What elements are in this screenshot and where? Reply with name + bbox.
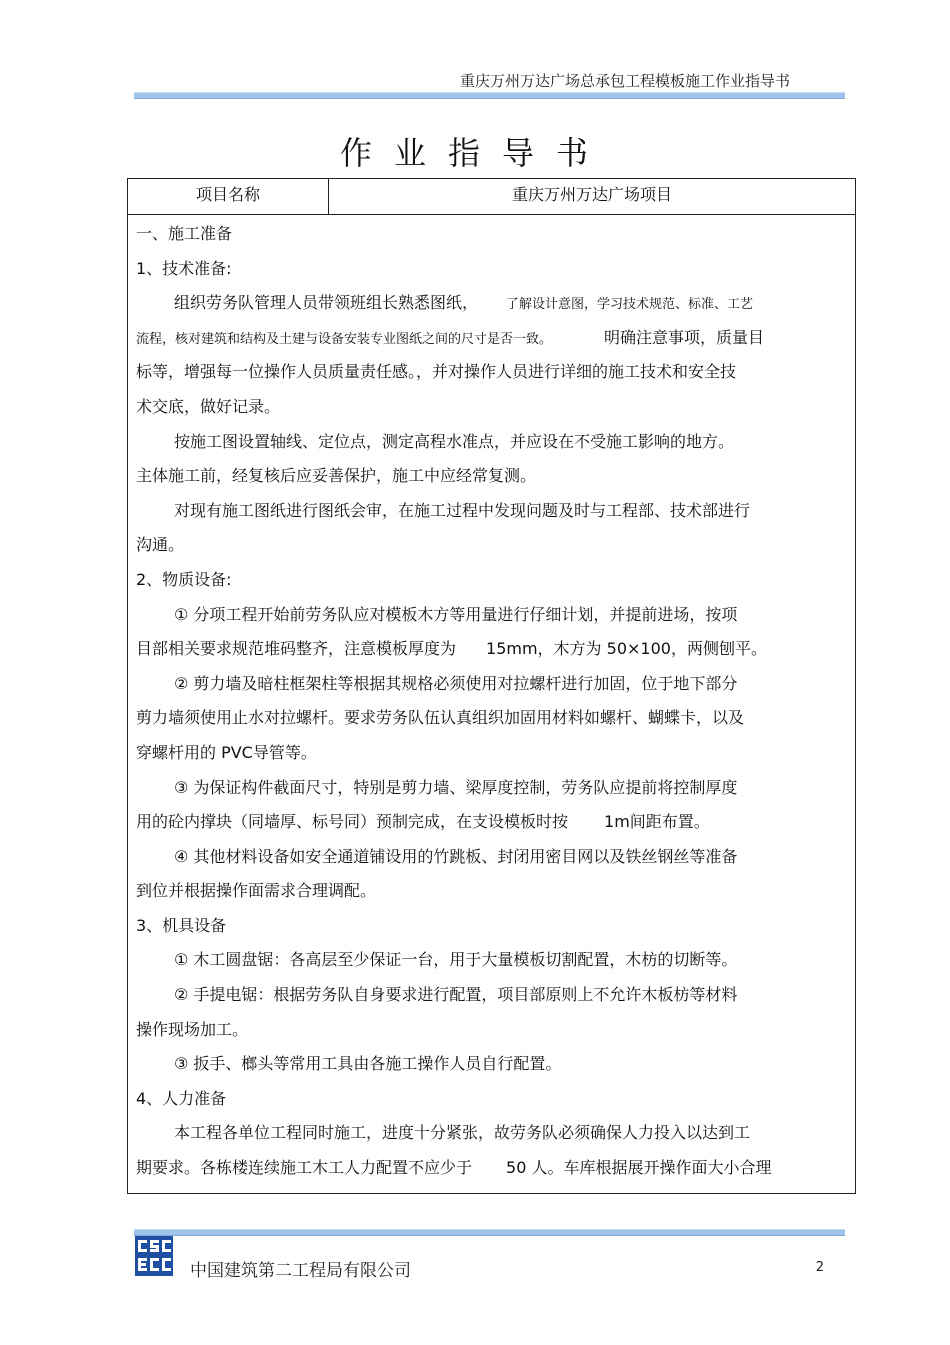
list-item: ③ 为保证构件截面尺寸，特别是剪力墙、梁厚度控制，劳务队应提前将控制厚度 bbox=[174, 777, 738, 797]
paragraph-line: 操作现场加工。 bbox=[136, 1019, 249, 1039]
page-number: 2 bbox=[815, 1260, 824, 1275]
project-name-value: 重庆万州万达广场项目 bbox=[511, 185, 672, 204]
cscec-logo-icon bbox=[135, 1236, 173, 1276]
text-span: 组织劳务队管理人员带领班组长熟悉图纸， bbox=[174, 293, 479, 313]
paragraph-line: 剪力墙须使用止水对拉螺杆。要求劳务队伍认真组织加固用材料如螺杆、蝴蝶卡，以及 bbox=[136, 708, 745, 728]
subsection-heading: 1、技术准备: bbox=[136, 258, 232, 278]
company-name: 中国建筑第二工程局有限公司 bbox=[190, 1261, 411, 1281]
list-item: ① 木工圆盘锯：各高层至少保证一台，用于大量模板切割配置，木枋的切断等。 bbox=[174, 950, 738, 970]
paragraph-line: 沟通。 bbox=[136, 535, 185, 555]
paragraph-line bbox=[136, 321, 851, 356]
document-title: 作业指导书 bbox=[339, 134, 610, 172]
list-item: ① 分项工程开始前劳务队应对模板木方等用量进行仔细计划，并提前进场，按项 bbox=[174, 604, 738, 624]
paragraph-line: 主体施工前，经复核后应妥善保护，施工中应经常复测。 bbox=[136, 466, 537, 486]
paragraph-line: 术交底，做好记录。 bbox=[136, 396, 281, 416]
list-item: ② 手提电锯：根据劳务队自身要求进行配置，项目部原则上不允许木板枋等材料 bbox=[174, 985, 738, 1005]
paragraph-line: 到位并根据操作面需求合理调配。 bbox=[136, 881, 377, 901]
text-span: 50 人。车库根据展开操作面大小合理 bbox=[506, 1158, 772, 1178]
footer-rule bbox=[134, 1229, 845, 1236]
paragraph-line: 穿螺杆用的 PVC导管等。 bbox=[136, 742, 317, 762]
subsection-heading: 2、物质设备: bbox=[136, 569, 232, 589]
text-span: 1m间距布置。 bbox=[604, 812, 710, 832]
header-rule bbox=[134, 92, 845, 99]
project-name-row bbox=[128, 179, 855, 215]
text-span: 用的砼内撑块（同墙厚、标号同）预制完成，在支设模板时按 bbox=[136, 812, 569, 832]
paragraph-line bbox=[136, 1151, 851, 1186]
body-content bbox=[136, 217, 851, 1186]
company-logo bbox=[135, 1236, 173, 1276]
subsection-heading: 3、机具设备 bbox=[136, 915, 227, 935]
text-span: 流程，核对建筑和结构及土建与设备安装专业图纸之间的尺寸是否一致。 bbox=[136, 331, 553, 347]
subsection-heading: 4、人力准备 bbox=[136, 1088, 227, 1108]
paragraph-line bbox=[136, 286, 851, 321]
instruction-table bbox=[127, 178, 856, 1194]
text-span: 期要求。各栋楼连续施工木工人力配置不应少于 bbox=[136, 1158, 473, 1178]
header-title: 重庆万州万达广场总承包工程模板施工作业指导书 bbox=[459, 72, 790, 90]
project-name-label: 项目名称 bbox=[128, 179, 329, 214]
text-span: 了解设计意图，学习技术规范、标准、工艺 bbox=[506, 297, 754, 313]
list-item: ③ 扳手、榔头等常用工具由各施工操作人员自行配置。 bbox=[174, 1054, 562, 1074]
paragraph-line: 对现有施工图纸进行图纸会审，在施工过程中发现问题及时与工程部、技术部进行 bbox=[174, 500, 751, 520]
section-heading: 一、施工准备 bbox=[136, 224, 233, 243]
paragraph-line: 按施工图设置轴线、定位点，测定高程水准点，并应设在不受施工影响的地方。 bbox=[174, 431, 735, 451]
text-span: 目部相关要求规范堆码整齐，注意模板厚度为 bbox=[136, 639, 457, 659]
paragraph-line: 本工程各单位工程同时施工，进度十分紧张，故劳务队必须确保人力投入以达到工 bbox=[174, 1123, 751, 1143]
paragraph-line: 标等，增强每一位操作人员质量责任感。，并对操作人员进行详细的施工技术和安全技 bbox=[136, 362, 737, 382]
list-item: ② 剪力墙及暗柱框架柱等根据其规格必须使用对拉螺杆进行加固，位于地下部分 bbox=[174, 673, 738, 693]
paragraph-line bbox=[136, 805, 851, 840]
text-span: 15mm，木方为 50×100，两侧刨平。 bbox=[486, 639, 767, 659]
text-span: 明确注意事项，质量目 bbox=[604, 327, 765, 347]
list-item: ④ 其他材料设备如安全通道铺设用的竹跳板、封闭用密目网以及铁丝钢丝等准备 bbox=[174, 846, 738, 866]
paragraph-line bbox=[136, 632, 851, 667]
